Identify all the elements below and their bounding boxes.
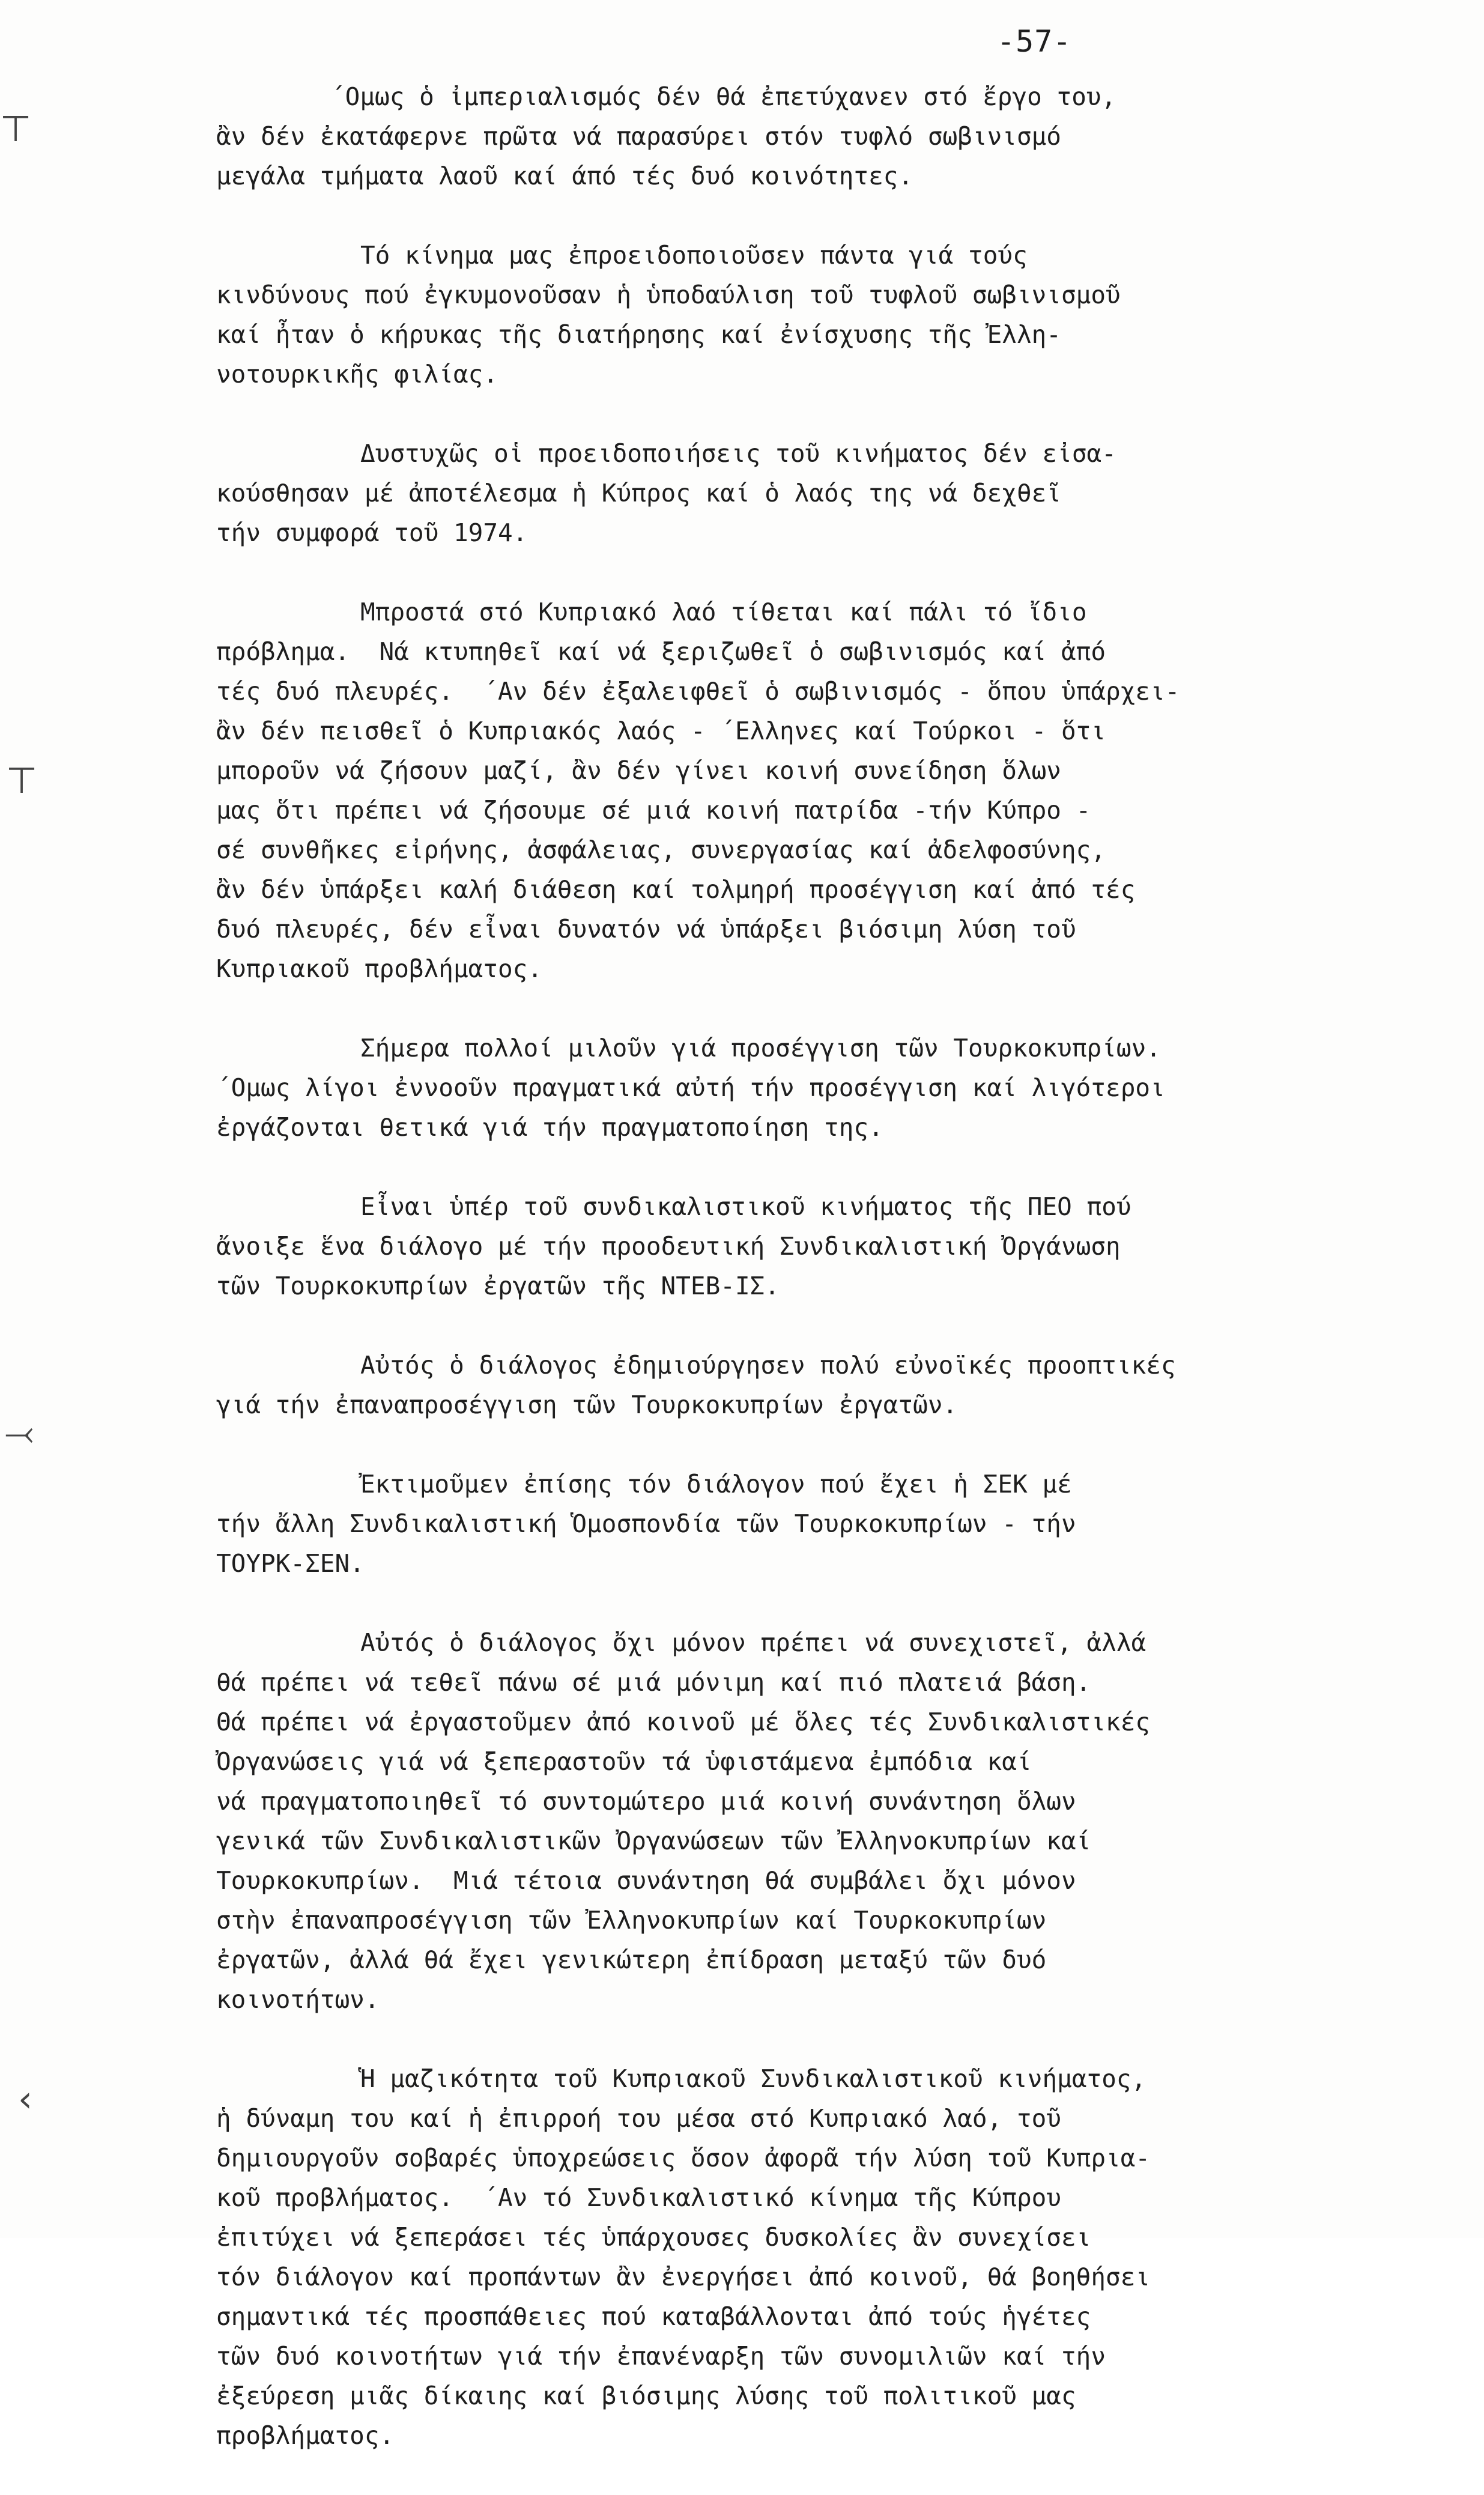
text-line: ΤΟΥΡΚ-ΣΕΝ. bbox=[216, 1549, 365, 1578]
text-line: ἂν δέν ἐκατάφερνε πρῶτα νά παρασύρει στόν τυφλό σωβινισμό bbox=[216, 122, 1061, 151]
text-line: στὴν ἐπαναπροσέγγιση τῶν Ἐλληνοκυπρίων καί Τουρκοκυπρίων bbox=[216, 1906, 1047, 1935]
margin-mark: ⊤ bbox=[6, 760, 38, 802]
text-line: ἂν δέν πεισθεῖ ὁ Κυπριακός λαός - ´Ελληνες καί Τούρκοι - ὅτι bbox=[216, 717, 1106, 745]
text-line: νά πραγματοποιηθεῖ τό συντομώτερο μιά κοινή συνάντηση ὅλων bbox=[216, 1787, 1076, 1816]
paragraph bbox=[216, 1028, 1387, 1147]
margin-mark: ‹ bbox=[18, 2078, 32, 2120]
text-line: γιά τήν ἐπαναπροσέγγιση τῶν Τουρκοκυπρίων ἐργατῶν. bbox=[216, 1390, 958, 1419]
text-line: ἐπιτύχει νά ξεπεράσει τές ὑπάρχουσες δυσκολίες ἂν συνεχίσει bbox=[216, 2223, 1091, 2252]
paragraph bbox=[216, 592, 1387, 989]
text-line: γενικά τῶν Συνδικαλιστικῶν Ὀργανώσεων τῶν Ἐλληνοκυπρίων καί bbox=[216, 1827, 1091, 1855]
text-line: τῶν δυό κοινοτήτων γιά τήν ἐπανέναρξη τῶν συνομιλιῶν καί τήν bbox=[216, 2342, 1106, 2371]
paragraph bbox=[216, 2059, 1387, 2455]
text-line: Ἡ μαζικότητα τοῦ Κυπριακοῦ Συνδικαλιστικοῦ κινήματος, bbox=[360, 2064, 1146, 2093]
text-line: μας ὅτι πρέπει νά ζήσουμε σέ μιά κοινή πατρίδα -τήν Κύπρο - bbox=[216, 796, 1091, 825]
text-line: Θά πρέπει νά ἐργαστοῦμεν ἀπό κοινοῦ μέ ὅλες τές Συνδικαλιστικές bbox=[216, 1708, 1151, 1736]
text-line: τήν συμφορά τοῦ 1974. bbox=[216, 518, 528, 547]
text-line: κοινοτήτων. bbox=[216, 1985, 380, 2014]
page-number: -57- bbox=[997, 24, 1072, 59]
text-line: ἐργατῶν, ἀλλά θά ἔχει γενικώτερη ἐπίδραση μεταξύ τῶν δυό bbox=[216, 1945, 1047, 1974]
body-text bbox=[216, 77, 1387, 2495]
margin-mark: ⊤ bbox=[0, 108, 32, 150]
text-line: κινδύνους πού ἐγκυμονοῦσαν ἡ ὑποδαύλιση τοῦ τυφλοῦ σωβινισμοῦ bbox=[216, 280, 1121, 309]
text-line: κούσθησαν μέ ἀποτέλεσμα ἡ Κύπρος καί ὁ λαός της νά δεχθεῖ bbox=[216, 479, 1061, 508]
text-line: προβλήματος. bbox=[216, 2421, 395, 2450]
text-line: ´Ομως ὁ ἰμπεριαλισμός δέν θά ἐπετύχανεν στό ἔργο του, bbox=[330, 82, 1116, 111]
text-line: δημιουργοῦν σοβαρές ὑποχρεώσεις ὅσον ἀφορᾶ τήν λύση τοῦ Κυπρια- bbox=[216, 2144, 1151, 2172]
text-line: τόν διάλογον καί προπάντων ἂν ἐνεργήσει ἀπό κοινοῦ, θά βοηθήσει bbox=[216, 2263, 1151, 2291]
text-line: ἡ δύναμη του καί ἡ ἐπιρροή του μέσα στό Κυπριακό λαό, τοῦ bbox=[216, 2104, 1061, 2133]
text-line: τῶν Τουρκοκυπρίων ἐργατῶν τῆς ΝΤΕΒ-ΙΣ. bbox=[216, 1272, 780, 1300]
text-line: μποροῦν νά ζήσουν μαζί, ἂν δέν γίνει κοινή συνείδηση ὅλων bbox=[216, 756, 1061, 785]
margin-mark: ⤙ bbox=[5, 1411, 34, 1454]
paragraph bbox=[216, 434, 1387, 553]
text-line: κοῦ προβλήματος. ´Αν τό Συνδικαλιστικό κίνημα τῆς Κύπρου bbox=[216, 2183, 1061, 2212]
text-line: νοτουρκικῆς φιλίας. bbox=[216, 360, 498, 389]
text-line: θά πρέπει νά τεθεῖ πάνω σέ μιά μόνιμη καί πιό πλατειά βάση. bbox=[216, 1668, 1091, 1697]
paragraph bbox=[216, 77, 1387, 196]
paragraph bbox=[216, 1345, 1387, 1425]
text-line: Αὐτός ὁ διάλογος ἐδημιούργησεν πολύ εὐνοϊκές προοπτικές bbox=[360, 1351, 1176, 1380]
text-line: πρόβλημα. Νά κτυπηθεῖ καί νά ξεριζωθεῖ ὁ σωβινισμός καί ἀπό bbox=[216, 637, 1106, 666]
text-line: Αὐτός ὁ διάλογος ὄχι μόνον πρέπει νά συνεχιστεῖ, ἀλλά bbox=[360, 1628, 1146, 1657]
text-line: τήν ἄλλη Συνδικαλιστική Ὁμοσπονδία τῶν Τουρκοκυπρίων - τήν bbox=[216, 1509, 1076, 1538]
text-line: Ὀργανώσεις γιά νά ξεπεραστοῦν τά ὑφιστάμενα ἐμπόδια καί bbox=[216, 1747, 1032, 1776]
paragraph bbox=[216, 1187, 1387, 1306]
text-line: σημαντικά τές προσπάθειες πού καταβάλλονται ἀπό τούς ἡγέτες bbox=[216, 2302, 1091, 2331]
text-line: τές δυό πλευρές. ´Αν δέν ἐξαλειφθεῖ ὁ σωβινισμός - ὅπου ὑπάρχει- bbox=[216, 677, 1180, 706]
text-line: Εἶναι ὑπέρ τοῦ συνδικαλιστικοῦ κινήματος τῆς ΠΕΟ πού bbox=[360, 1192, 1131, 1221]
text-line: ἄνοιξε ἕνα διάλογο μέ τήν προοδευτική Συνδικαλιστική Ὀργάνωση bbox=[216, 1232, 1121, 1261]
text-line: καί ἦταν ὁ κήρυκας τῆς διατήρησης καί ἐνίσχυσης τῆς Ἐλλη- bbox=[216, 320, 1061, 349]
text-line: ἐξεύρεση μιᾶς δίκαιης καί βιόσιμης λύσης τοῦ πολιτικοῦ μας bbox=[216, 2381, 1076, 2410]
text-line: μεγάλα τμήματα λαοῦ καί άπό τές δυό κοινότητες. bbox=[216, 162, 913, 190]
text-line: Σήμερα πολλοί μιλοῦν γιά προσέγγιση τῶν Τουρκοκυπρίων. bbox=[360, 1034, 1161, 1063]
text-line: δυό πλευρές, δέν εἶναι δυνατόν νά ὑπάρξει βιόσιμη λύση τοῦ bbox=[216, 915, 1076, 944]
text-line: Κυπριακοῦ προβλήματος. bbox=[216, 954, 543, 983]
text-line: Δυστυχῶς οἱ προειδοποιήσεις τοῦ κινήματος δέν εἰσα- bbox=[360, 439, 1116, 468]
text-line: Τό κίνημα μας ἐπροειδοποιοῦσεν πάντα γιά τούς bbox=[360, 241, 1028, 270]
text-line: σέ συνθῆκες εἰρήνης, ἀσφάλειας, συνεργασίας καί ἀδελφοσύνης, bbox=[216, 835, 1106, 864]
paragraph bbox=[216, 235, 1387, 394]
text-line: Τουρκοκυπρίων. Μιά τέτοια συνάντηση θά συμβάλει ὄχι μόνον bbox=[216, 1866, 1076, 1895]
text-line: Ἐκτιμοῦμεν ἐπίσης τόν διάλογον πού ἔχει ἡ ΣΕΚ μέ bbox=[360, 1470, 1072, 1499]
text-line: ἐργάζονται θετικά γιά τήν πραγματοποίηση της. bbox=[216, 1113, 883, 1142]
text-line: ´Ομως λίγοι ἐννοοῦν πραγματικά αὐτή τήν προσέγγιση καί λιγότεροι bbox=[216, 1073, 1165, 1102]
text-line: ἂν δέν ὑπάρξει καλή διάθεση καί τολμηρή προσέγγιση καί ἀπό τές bbox=[216, 875, 1136, 904]
paragraph bbox=[216, 1464, 1387, 1583]
text-line: Μπροστά στό Κυπριακό λαό τίθεται καί πάλι τό ἴδιο bbox=[360, 598, 1087, 626]
paragraph bbox=[216, 1623, 1387, 2019]
